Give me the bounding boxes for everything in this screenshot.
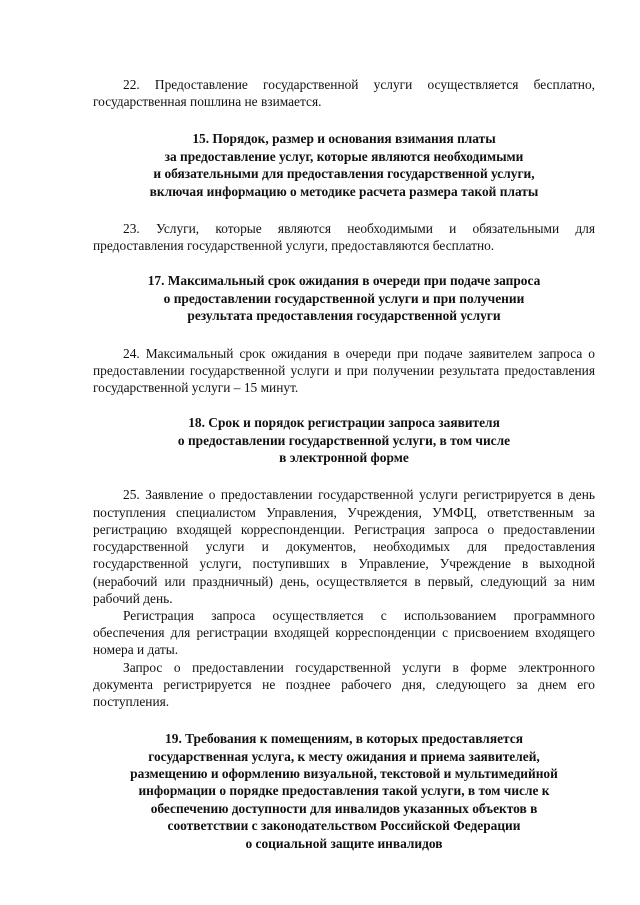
paragraph-24: 24. Максимальный срок ожидания в очереди при подаче заявителем запроса о предоставлении государственной услуги и при получении результата предоставления государственной услуги – 15 минут. xyxy=(93,345,595,396)
paragraph-22: 22. Предоставление государственной услуги осуществляется бесплатно, государственная пошлина не взимается. xyxy=(93,77,595,110)
document-page xyxy=(93,76,595,852)
paragraph-23: 23. Услуги, которые являются необходимыми и обязательными для предоставления государственной услуги, предоставляются бесплатно. xyxy=(93,221,595,254)
heading-line: обеспечению доступности для инвалидов указанных объектов в xyxy=(150,800,538,816)
paragraph-25-electronic: Запрос о предоставлении государственной услуги в форме электронного документа регистрируется не позднее рабочего дня, следующего за днем его поступления. xyxy=(93,659,595,709)
heading-line: о предоставлении государственной услуги и при получении xyxy=(163,290,525,306)
heading-line: соответствии с законодательством Российской Федерации xyxy=(167,818,521,834)
paragraph-25: 25. Заявление о предоставлении государственной услуги регистрируется в день поступления специалистом Управления, Учреждения, УМФЦ, ответственным за регистрацию входящей корреспонденции. Регистрация запроса о предоставлении государственной услуги и документов, необходимых для предоставления государственной услуги, поступивших в Управление, Учреждение в выходной (нерабочий или праздничный) день, осуществляется в первый, следующий за ним рабочий день. xyxy=(93,487,595,606)
paragraph-25-registration: Регистрация запроса осуществляется с использованием программного обеспечения для регистрации входящей корреспонденции с присвоением входящего номера и даты. xyxy=(93,607,595,658)
heading-line: результата предоставления государственной услуги xyxy=(187,308,501,324)
heading-line: 18. Срок и порядок регистрации запроса заявителя xyxy=(188,415,500,431)
heading-line: и обязательными для предоставления государственной услуги, xyxy=(153,166,535,182)
section-heading-19 xyxy=(93,730,595,852)
heading-line: 19. Требования к помещениям, в которых предоставляется xyxy=(165,731,523,747)
section-heading-18 xyxy=(93,414,595,466)
heading-line: включая информацию о методике расчета размера такой платы xyxy=(149,183,539,199)
heading-line: 17. Максимальный срок ожидания в очереди при подаче запроса xyxy=(147,273,541,289)
heading-line: государственная услуга, к месту ожидания и приема заявителей, xyxy=(148,748,540,764)
heading-line: о социальной защите инвалидов xyxy=(245,835,443,851)
section-heading-17 xyxy=(93,272,595,324)
heading-line: в электронной форме xyxy=(279,450,409,466)
heading-line: о предоставлении государственной услуги, в том числе xyxy=(177,432,511,448)
heading-line: размещению и оформлению визуальной, текстовой и мультимедийной xyxy=(130,765,558,781)
heading-line: 15. Порядок, размер и основания взимания платы xyxy=(192,131,496,147)
section-heading-15 xyxy=(93,130,595,200)
heading-line: за предоставление услуг, которые являются необходимыми xyxy=(164,148,524,164)
heading-line: информации о порядке предоставления такой услуги, в том числе к xyxy=(138,783,550,799)
